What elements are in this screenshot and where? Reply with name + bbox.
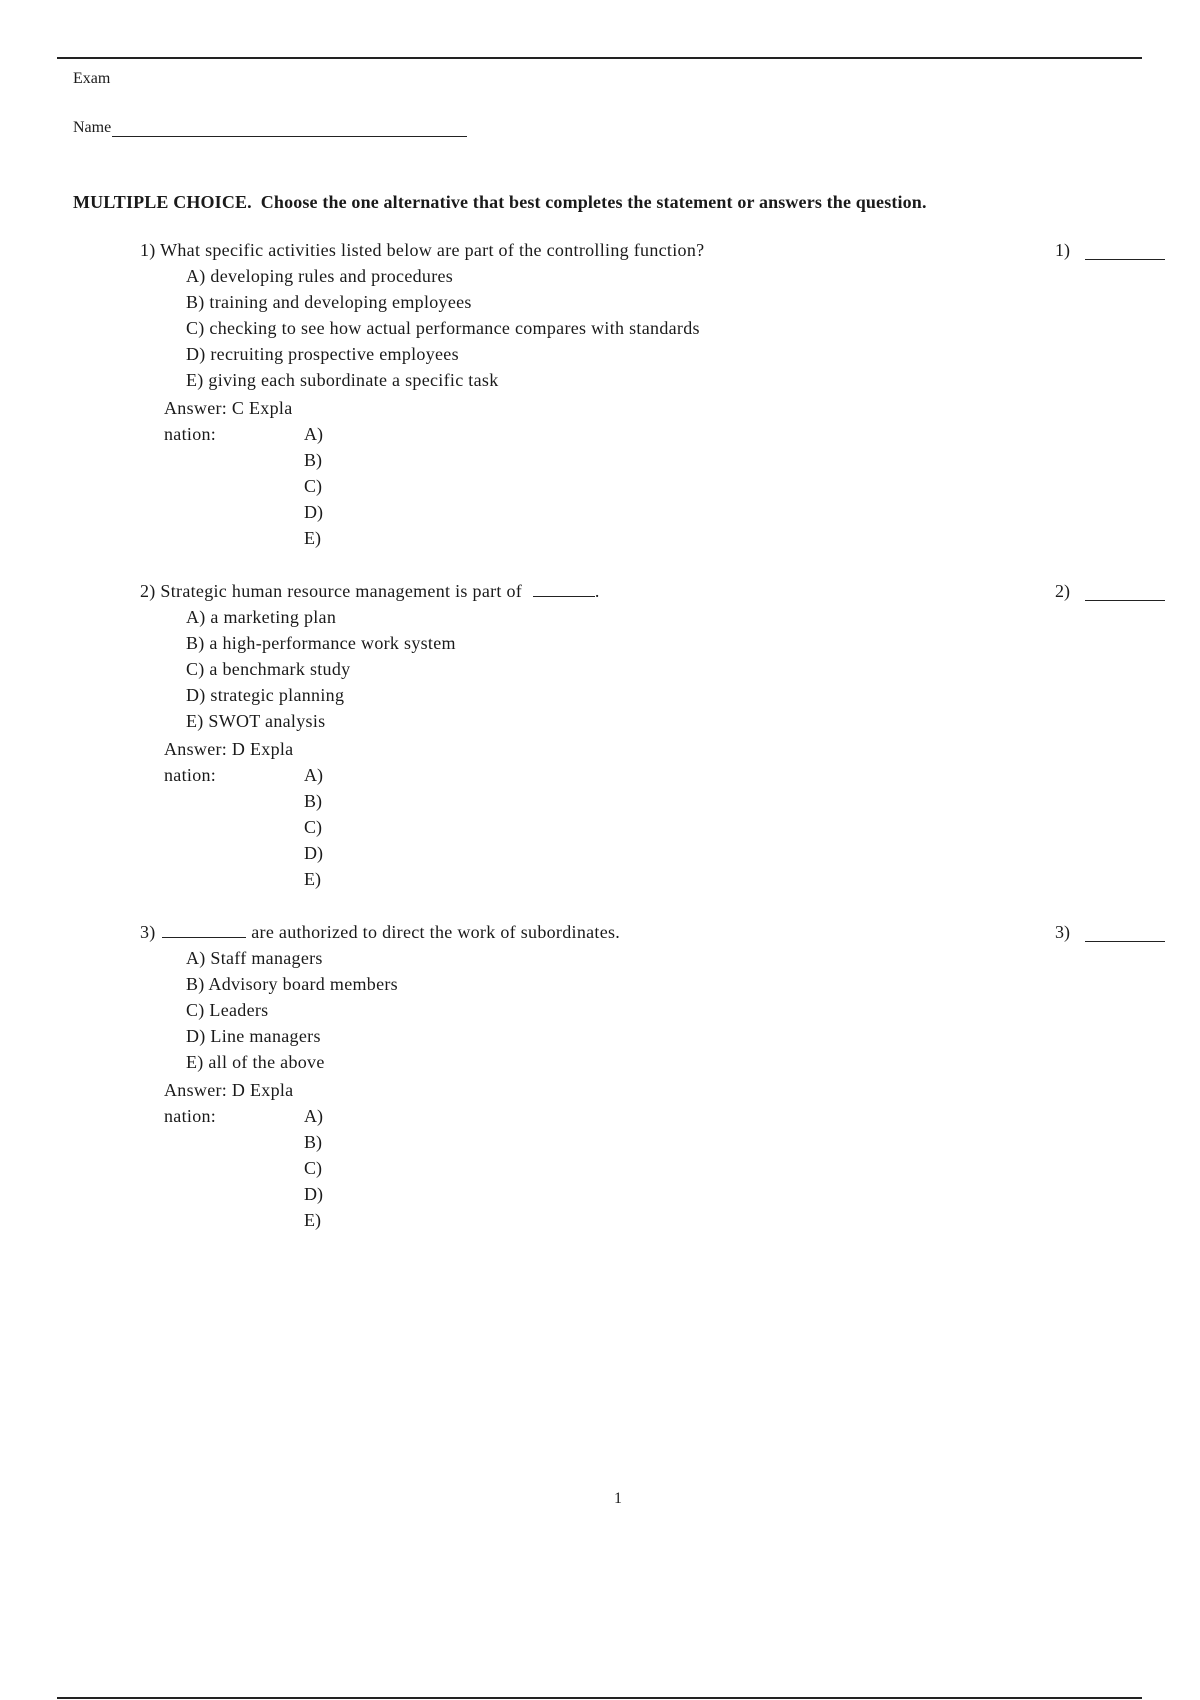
question-text: are authorized to direct the work of subordinates. [251, 922, 621, 942]
bottom-rule [57, 1697, 1142, 1699]
answer-slot-number: 3) [1055, 922, 1070, 942]
explanation-label: nation: [164, 424, 217, 444]
question-stem [140, 237, 704, 263]
question-text: What specific activities listed below are part of the controlling function? [160, 240, 705, 260]
option-list [186, 263, 700, 393]
explanation-letter-a: A) [304, 424, 323, 444]
option-e: E) SWOT analysis [186, 711, 326, 731]
explanation-letter-b: B) [304, 1132, 322, 1152]
name-field[interactable] [73, 118, 467, 137]
answer-slot-line[interactable] [1085, 600, 1165, 601]
question-stem [140, 578, 600, 604]
answer-block [164, 395, 292, 447]
question-number: 2) [140, 581, 156, 601]
explanation-letter-c: C) [304, 817, 322, 837]
option-list [186, 604, 456, 734]
option-b: B) Advisory board members [186, 974, 398, 994]
section-instruction: Choose the one alternative that best completes the statement or answers the question. [260, 192, 927, 212]
explanation-letters [304, 762, 323, 892]
answer-slot-line[interactable] [1085, 941, 1165, 942]
option-c: C) Leaders [186, 1000, 269, 1020]
option-d: D) recruiting prospective employees [186, 344, 459, 364]
answer-slot-line[interactable] [1085, 259, 1165, 260]
explanation-letter-c: C) [304, 1158, 322, 1178]
explanation-label: nation: [164, 765, 217, 785]
answer-block [164, 1077, 293, 1129]
explanation-letter-e: E) [304, 528, 321, 548]
option-b: B) training and developing employees [186, 292, 472, 312]
answer-line: Answer: C Expla [164, 398, 293, 418]
inline-blank [533, 578, 595, 597]
exam-label: Exam [73, 70, 111, 87]
option-d: D) Line managers [186, 1026, 321, 1046]
answer-block [164, 736, 293, 788]
option-a: A) developing rules and procedures [186, 266, 454, 286]
explanation-label: nation: [164, 1106, 217, 1126]
explanation-letters [304, 1103, 323, 1233]
page-number: 1 [614, 1490, 622, 1507]
answer-line: Answer: D Expla [164, 739, 294, 759]
option-b: B) a high-performance work system [186, 633, 456, 653]
section-heading [73, 192, 927, 213]
option-list [186, 945, 398, 1075]
option-e: E) all of the above [186, 1052, 325, 1072]
top-rule [57, 57, 1142, 59]
explanation-letters [304, 421, 323, 551]
option-e: E) giving each subordinate a specific task [186, 370, 499, 390]
option-a: A) Staff managers [186, 948, 323, 968]
explanation-letter-d: D) [304, 502, 323, 522]
option-c: C) checking to see how actual performance compares with standards [186, 318, 700, 338]
option-d: D) strategic planning [186, 685, 345, 705]
option-c: C) a benchmark study [186, 659, 351, 679]
explanation-letter-a: A) [304, 765, 323, 785]
answer-slot-number: 1) [1055, 240, 1070, 260]
question-text-end: . [594, 581, 600, 601]
name-blank-line[interactable] [112, 118, 467, 137]
explanation-letter-d: D) [304, 1184, 323, 1204]
question-number: 1) [140, 240, 156, 260]
question-number: 3) [140, 922, 156, 942]
explanation-letter-c: C) [304, 476, 322, 496]
question-text: Strategic human resource management is part of [160, 581, 523, 601]
answer-line: Answer: D Expla [164, 1080, 294, 1100]
option-a: A) a marketing plan [186, 607, 337, 627]
name-label: Name [73, 119, 112, 136]
explanation-letter-b: B) [304, 450, 322, 470]
inline-blank [162, 919, 246, 938]
section-lead: MULTIPLE CHOICE. [73, 192, 252, 212]
question-stem [140, 919, 620, 945]
explanation-letter-b: B) [304, 791, 322, 811]
explanation-letter-d: D) [304, 843, 323, 863]
explanation-letter-a: A) [304, 1106, 323, 1126]
explanation-letter-e: E) [304, 1210, 321, 1230]
answer-slot-number: 2) [1055, 581, 1070, 601]
explanation-letter-e: E) [304, 869, 321, 889]
